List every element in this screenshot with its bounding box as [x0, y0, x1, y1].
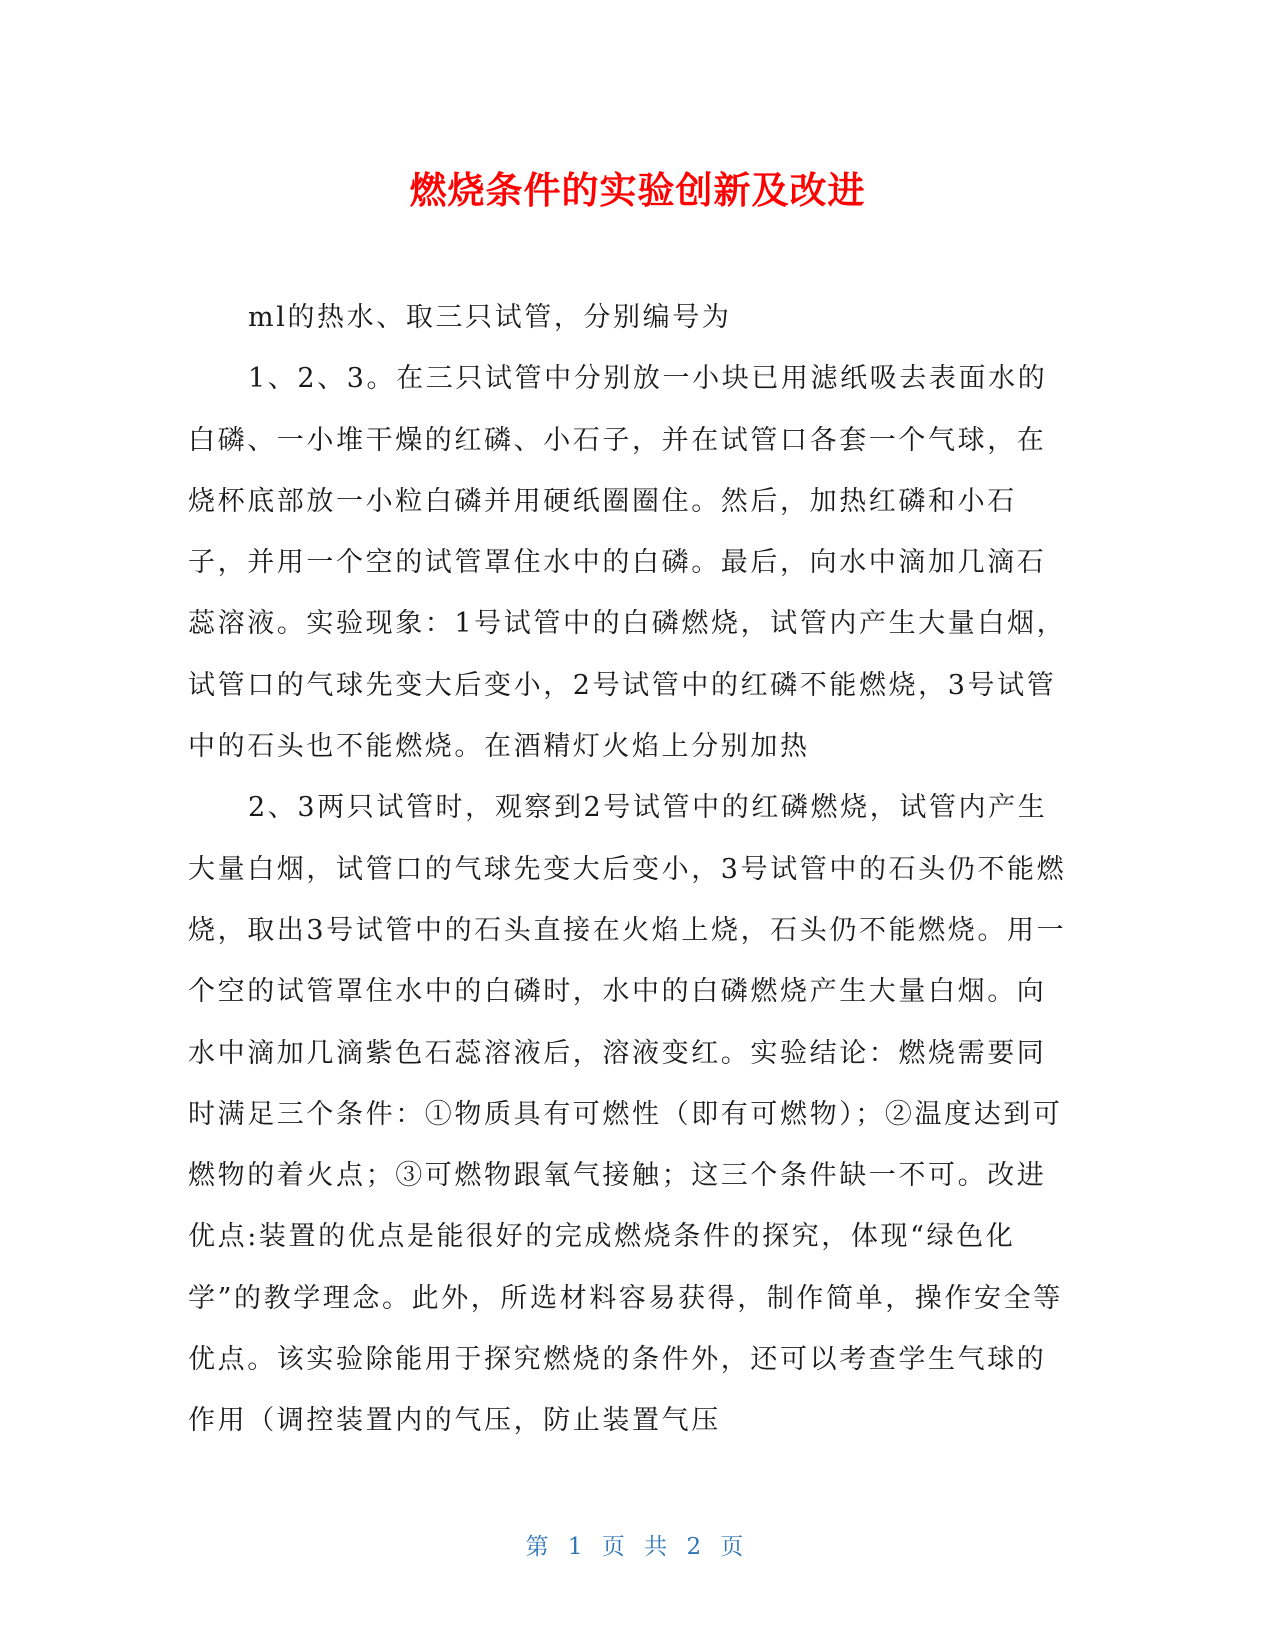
paragraph-1: ml的热水、取三只试管，分别编号为 [248, 302, 732, 333]
document-body [188, 287, 1068, 1452]
page-footer: 第 1 页 共 2 页 [525, 1534, 750, 1560]
paragraph-2: 1、2、3。在三只试管中分别放一小块已用滤纸吸去表面水的白磷、一小堆干燥的红磷、小石子，并在试管口各套一个气球，在烧杯底部放一小粒白磷并用硬纸圈圈住。然后，加热红磷和小石子，并用一个空的试管罩住水中的白磷。最后，向水中滴加几滴石蕊溶液。实验现象：1号试管中的白磷燃烧，试管内产生大量白烟，试管口的气球先变大后变小，2号试管中的红磷不能燃烧，3号试管中的石头也不能燃烧。在酒精灯火焰上分别加热 [188, 363, 1067, 763]
paragraph-3: 2、3两只试管时，观察到2号试管中的红磷燃烧，试管内产生大量白烟，试管口的气球先变大后变小，3号试管中的石头仍不能燃烧，取出3号试管中的石头直接在火焰上烧，石头仍不能燃烧。用一个空的试管罩住水中的白磷时，水中的白磷燃烧产生大量白烟。向水中滴加几滴紫色石蕊溶液后，溶液变红。实验结论：燃烧需要同时满足三个条件：①物质具有可燃性（即有可燃物）；②温度达到可燃物的着火点；③可燃物跟氧气接触；这三个条件缺一不可。改进优点:装置的优点是能很好的完成燃烧条件的探究，体现“绿色化学”的教学理念。此外，所选材料容易获得，制作简单，操作安全等优点。该实验除能用于探究燃烧的条件外，还可以考查学生气球的作用（调控装置内的气压，防止装置气压 [188, 792, 1067, 1437]
page-title: 燃烧条件的实验创新及改进 [409, 169, 866, 212]
